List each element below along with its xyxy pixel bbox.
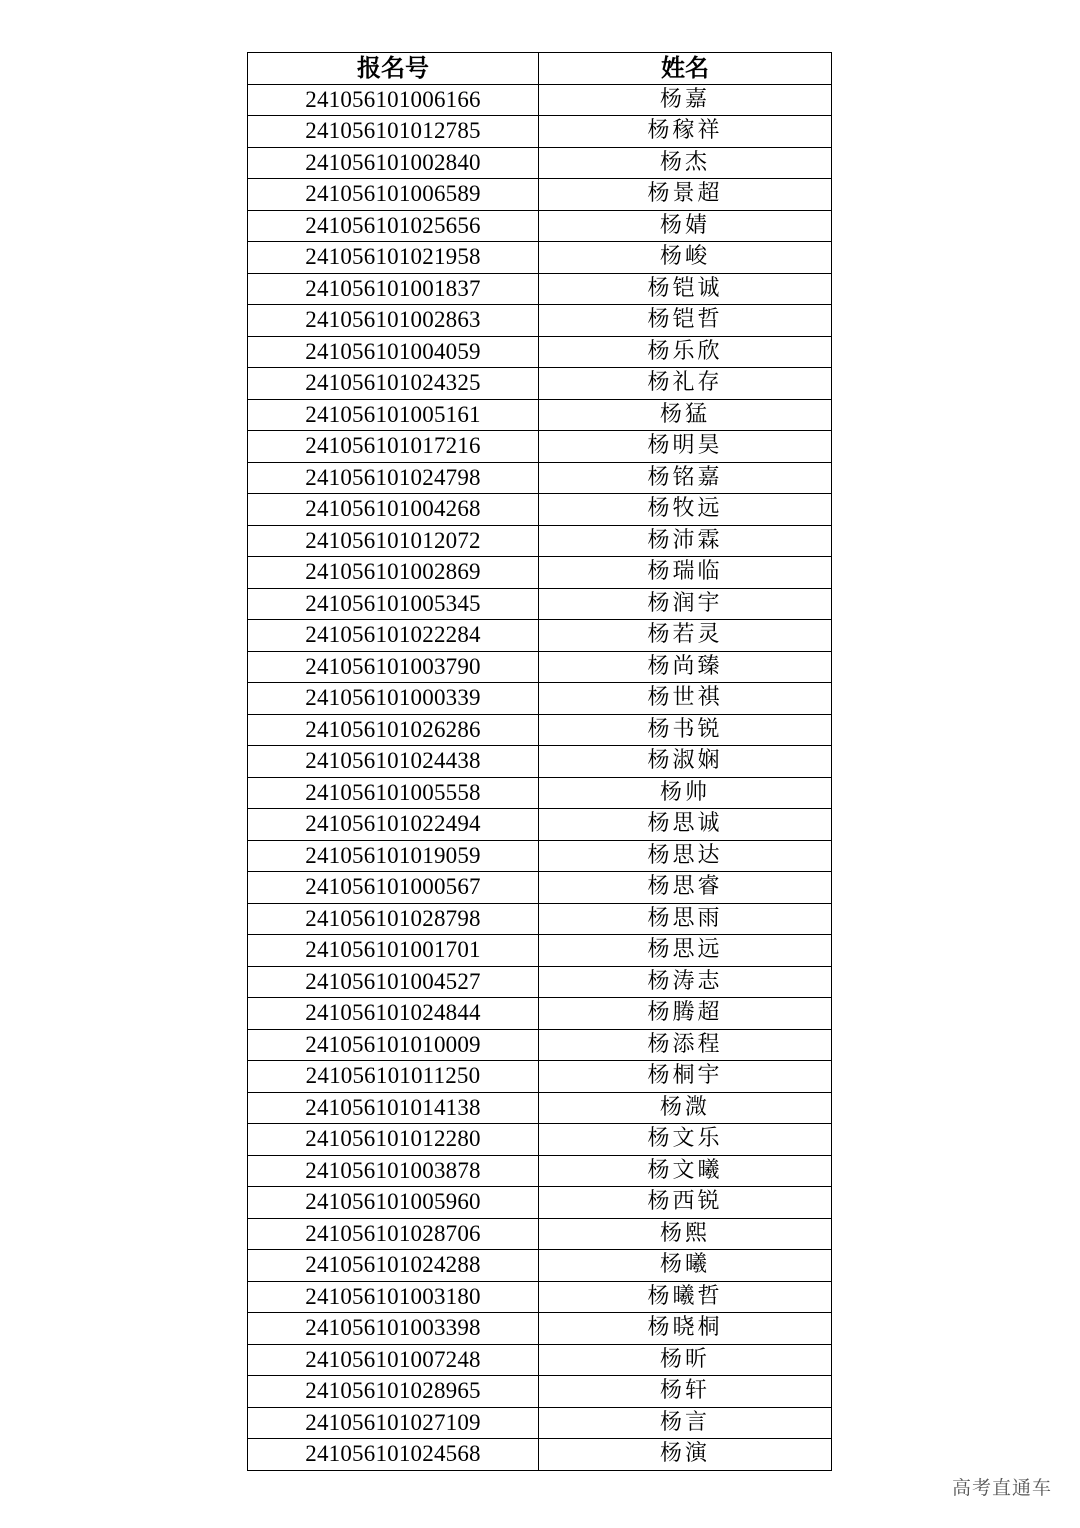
registration-number-cell: 241056101001701 [248,935,539,967]
name-cell: 杨稼祥 [539,116,832,148]
registration-number-cell: 241056101027109 [248,1407,539,1439]
registration-number-cell: 241056101012280 [248,1124,539,1156]
registration-number-cell: 241056101006166 [248,84,539,116]
table-row [248,1281,832,1313]
name-cell: 杨铠诚 [539,273,832,305]
table-row [248,147,832,179]
registration-number-cell: 241056101026286 [248,714,539,746]
registration-number-cell: 241056101002863 [248,305,539,337]
table-row [248,557,832,589]
name-cell: 杨婧 [539,210,832,242]
table-row [248,1124,832,1156]
table-row [248,840,832,872]
registration-number-cell: 241056101007248 [248,1344,539,1376]
table-header-row [248,53,832,85]
table-row [248,966,832,998]
registration-number-cell: 241056101012072 [248,525,539,557]
name-cell: 杨思远 [539,935,832,967]
table-row [248,1155,832,1187]
name-cell: 杨铭嘉 [539,462,832,494]
table-row [248,242,832,274]
registration-number-cell: 241056101024438 [248,746,539,778]
registration-number-cell: 241056101014138 [248,1092,539,1124]
registration-number-cell: 241056101005558 [248,777,539,809]
name-cell: 杨添程 [539,1029,832,1061]
registration-number-cell: 241056101010009 [248,1029,539,1061]
name-cell: 杨言 [539,1407,832,1439]
name-cell: 杨猛 [539,399,832,431]
name-cell: 杨尚臻 [539,651,832,683]
table-row [248,1407,832,1439]
registration-number-cell: 241056101028965 [248,1376,539,1408]
roster-table [247,52,832,1471]
registration-number-cell: 241056101024844 [248,998,539,1030]
name-cell: 杨思达 [539,840,832,872]
table-row [248,714,832,746]
table-row [248,525,832,557]
name-cell: 杨思雨 [539,903,832,935]
table-row [248,431,832,463]
table-row [248,1439,832,1471]
name-cell: 杨思诚 [539,809,832,841]
name-cell: 杨文曦 [539,1155,832,1187]
registration-number-cell: 241056101006589 [248,179,539,211]
table-row [248,651,832,683]
name-cell: 杨世祺 [539,683,832,715]
table-row [248,903,832,935]
name-cell: 杨润宇 [539,588,832,620]
name-cell: 杨礼存 [539,368,832,400]
name-cell: 杨铠哲 [539,305,832,337]
name-cell: 杨瑞临 [539,557,832,589]
table-body [248,84,832,1470]
name-cell: 杨牧远 [539,494,832,526]
name-cell: 杨淑娴 [539,746,832,778]
registration-number-cell: 241056101024325 [248,368,539,400]
registration-number-cell: 241056101028706 [248,1218,539,1250]
name-cell: 杨曦 [539,1250,832,1282]
table-row [248,1313,832,1345]
name-cell: 杨昕 [539,1344,832,1376]
table-row [248,1376,832,1408]
name-cell: 杨文乐 [539,1124,832,1156]
name-cell: 杨涛志 [539,966,832,998]
header-name: 姓名 [539,53,832,85]
name-cell: 杨桐宇 [539,1061,832,1093]
name-cell: 杨峻 [539,242,832,274]
table-row [248,1061,832,1093]
registration-number-cell: 241056101001837 [248,273,539,305]
name-cell: 杨晓桐 [539,1313,832,1345]
name-cell: 杨书锐 [539,714,832,746]
name-cell: 杨腾超 [539,998,832,1030]
table-row [248,116,832,148]
table-row [248,84,832,116]
name-cell: 杨溦 [539,1092,832,1124]
name-cell: 杨景超 [539,179,832,211]
name-cell: 杨轩 [539,1376,832,1408]
name-cell: 杨熙 [539,1218,832,1250]
name-cell: 杨乐欣 [539,336,832,368]
registration-number-cell: 241056101024288 [248,1250,539,1282]
registration-number-cell: 241056101022494 [248,809,539,841]
table-row [248,210,832,242]
name-cell: 杨明昊 [539,431,832,463]
registration-number-cell: 241056101021958 [248,242,539,274]
name-cell: 杨帅 [539,777,832,809]
name-cell: 杨曦哲 [539,1281,832,1313]
registration-number-cell: 241056101012785 [248,116,539,148]
table-row [248,399,832,431]
header-registration-number: 报名号 [248,53,539,85]
registration-number-cell: 241056101005345 [248,588,539,620]
table-row [248,777,832,809]
registration-number-cell: 241056101002869 [248,557,539,589]
name-cell: 杨西锐 [539,1187,832,1219]
registration-number-cell: 241056101024798 [248,462,539,494]
table-row [248,336,832,368]
name-cell: 杨思睿 [539,872,832,904]
table-row [248,935,832,967]
name-cell: 杨沛霖 [539,525,832,557]
registration-number-cell: 241056101004527 [248,966,539,998]
table-row [248,1344,832,1376]
registration-number-cell: 241056101017216 [248,431,539,463]
registration-number-cell: 241056101024568 [248,1439,539,1471]
table-row [248,1029,832,1061]
table-row [248,1187,832,1219]
name-cell: 杨杰 [539,147,832,179]
table-row [248,588,832,620]
table-row [248,1092,832,1124]
name-cell: 杨嘉 [539,84,832,116]
name-cell: 杨演 [539,1439,832,1471]
registration-number-cell: 241056101019059 [248,840,539,872]
table-row [248,273,832,305]
table-row [248,179,832,211]
table-row [248,462,832,494]
table-row [248,872,832,904]
table-row [248,494,832,526]
registration-number-cell: 241056101028798 [248,903,539,935]
table-row [248,998,832,1030]
registration-number-cell: 241056101000339 [248,683,539,715]
registration-number-cell: 241056101003398 [248,1313,539,1345]
table-row [248,683,832,715]
table-row [248,1218,832,1250]
registration-number-cell: 241056101022284 [248,620,539,652]
registration-number-cell: 241056101005161 [248,399,539,431]
registration-number-cell: 241056101005960 [248,1187,539,1219]
registration-number-cell: 241056101003878 [248,1155,539,1187]
registration-number-cell: 241056101025656 [248,210,539,242]
registration-number-cell: 241056101000567 [248,872,539,904]
registration-number-cell: 241056101004059 [248,336,539,368]
table-row [248,746,832,778]
name-cell: 杨若灵 [539,620,832,652]
registration-number-cell: 241056101004268 [248,494,539,526]
registration-number-cell: 241056101002840 [248,147,539,179]
table-row [248,809,832,841]
table-row [248,1250,832,1282]
registration-number-cell: 241056101003180 [248,1281,539,1313]
table-row [248,305,832,337]
table-row [248,620,832,652]
registration-number-cell: 241056101011250 [248,1061,539,1093]
table-row [248,368,832,400]
watermark-label: 高考直通车 [951,1477,1052,1499]
roster-table-container [247,52,832,1471]
registration-number-cell: 241056101003790 [248,651,539,683]
